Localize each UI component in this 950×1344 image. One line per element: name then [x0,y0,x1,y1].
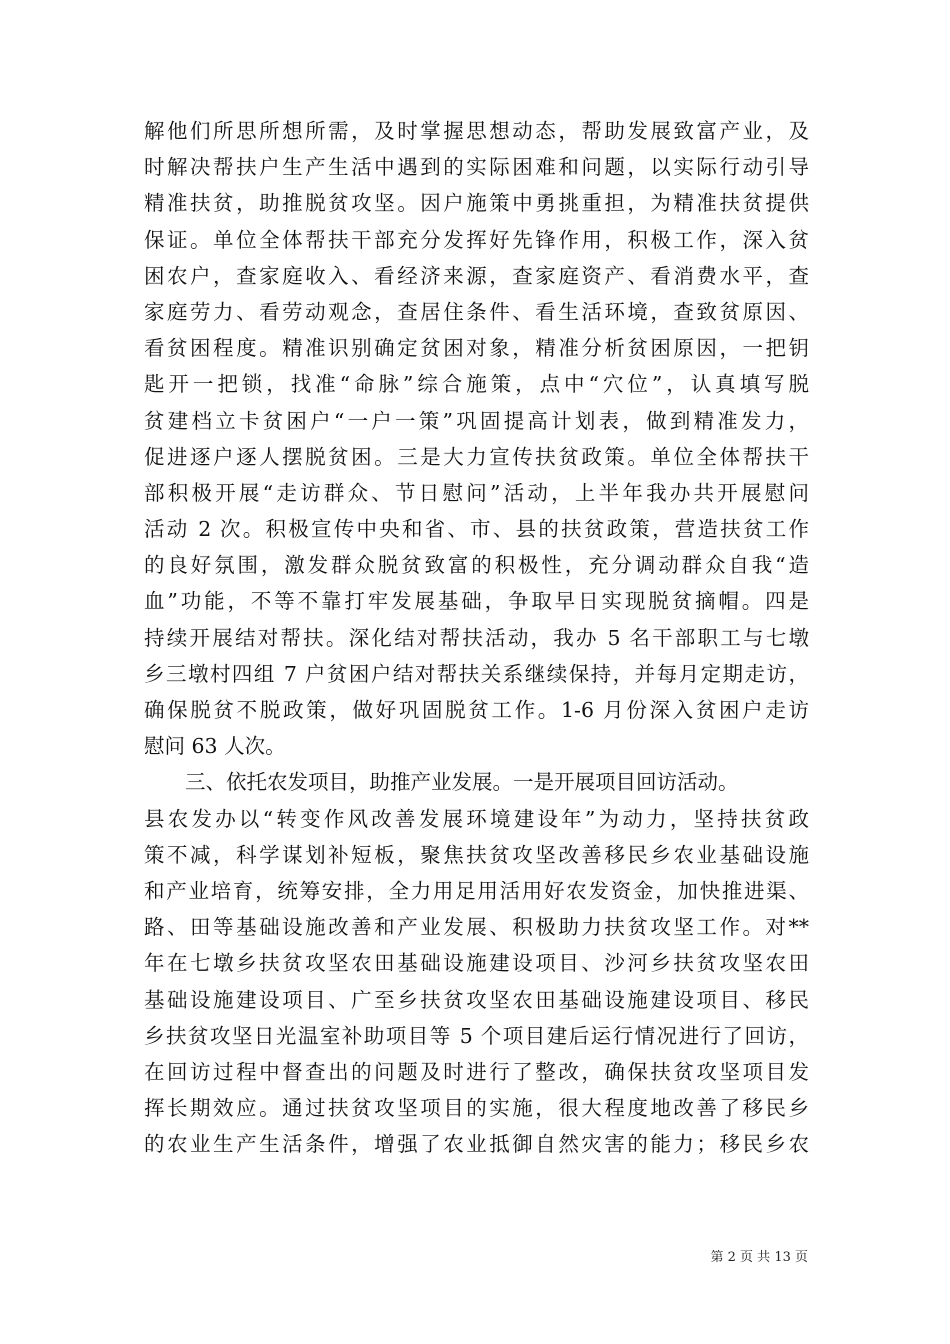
text-line: 路、田等基础设施改善和产业发展、积极助力扶贫攻坚工作。对** [144,915,809,940]
text-line: 策不减，科学谋划补短板，聚焦扶贫攻坚改善移民乡农业基础设施 [144,842,809,867]
text-line: 乡扶贫攻坚日光温室补助项目等 5 个项目建后运行情况进行了回访， [144,1023,809,1048]
text-line: 困农户，查家庭收入、看经济来源，查家庭资产、看消费水平，查 [144,263,809,288]
text-line: 部积极开展“走访群众、节日慰问”活动，上半年我办共开展慰问 [144,480,809,505]
text-line: 贫建档立卡贫困户“一户一策”巩固提高计划表，做到精准发力， [144,408,809,433]
page-number-footer: 第 2 页 共 13 页 [710,1250,808,1265]
text-line: 的农业生产生活条件，增强了农业抵御自然灾害的能力；移民乡农 [144,1132,809,1157]
text-line: 匙开一把锁，找准“命脉”综合施策，点中“穴位”，认真填写脱 [144,372,809,397]
text-line: 促进逐户逐人摆脱贫困。三是大力宣传扶贫政策。单位全体帮扶干 [144,444,809,469]
text-line: 挥长期效应。通过扶贫攻坚项目的实施，很大程度地改善了移民乡 [144,1096,809,1121]
text-line: 持续开展结对帮扶。深化结对帮扶活动，我办 5 名干部职工与七墩 [144,625,809,650]
text-line: 在回访过程中督查出的问题及时进行了整改，确保扶贫攻坚项目发 [144,1059,809,1084]
text-line: 血”功能，不等不靠打牢发展基础，争取早日实现脱贫摘帽。四是 [144,589,809,614]
text-line: 解他们所思所想所需，及时掌握思想动态，帮助发展致富产业，及 [144,119,809,143]
text-line: 看贫困程度。精准识别确定贫困对象，精准分析贫困原因，一把钥 [144,336,809,361]
body-text [144,113,809,1162]
text-line: 县农发办以“转变作风改善发展环境建设年”为动力，坚持扶贫政 [144,806,809,831]
text-line: 精准扶贫，助推脱贫攻坚。因户施策中勇挑重担，为精准扶贫提供 [144,191,809,216]
text-line: 基础设施建设项目、广至乡扶贫攻坚农田基础设施建设项目、移民 [144,987,809,1012]
text-line: 活动 2 次。积极宣传中央和省、市、县的扶贫政策，营造扶贫工作 [144,517,809,542]
text-line: 乡三墩村四组 7 户贫困户结对帮扶关系继续保持，并每月定期走访， [144,661,809,686]
text-line: 时解决帮扶户生产生活中遇到的实际困难和问题，以实际行动引导 [144,155,809,180]
section-heading-line: 三、依托农发项目，助推产业发展。一是开展项目回访活动。 [185,770,739,795]
text-line: 年在七墩乡扶贫攻坚农田基础设施建设项目、沙河乡扶贫攻坚农田 [144,951,809,976]
text-line: 慰问 63 人次。 [144,734,286,759]
text-line: 的良好氛围，激发群众脱贫致富的积极性，充分调动群众自我“造 [144,553,809,578]
text-line: 确保脱贫不脱政策，做好巩固脱贫工作。1-6 月份深入贫困户走访 [144,698,809,722]
text-line: 和产业培育，统筹安排，全力用足用活用好农发资金，加快推进渠、 [144,878,809,903]
text-line: 保证。单位全体帮扶干部充分发挥好先锋作用，积极工作，深入贫 [144,227,809,252]
text-line: 家庭劳力、看劳动观念，查居住条件、看生活环境，查致贫原因、 [144,299,809,324]
